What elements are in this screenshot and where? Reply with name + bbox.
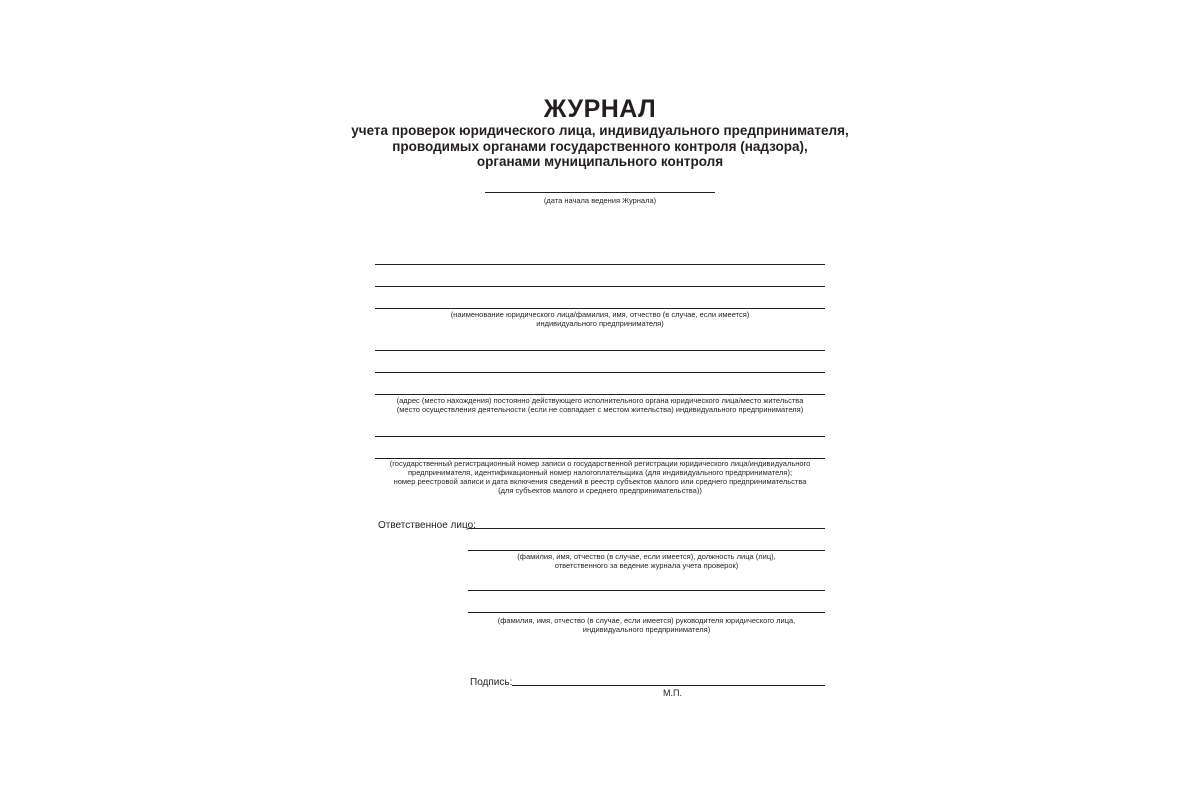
responsible-line-2[interactable] — [468, 550, 825, 551]
address-line-2[interactable] — [375, 372, 825, 373]
subtitle-line-1: учета проверок юридического лица, индивидуального предпринимателя, — [351, 123, 849, 138]
entity-name-caption-2: индивидуального предпринимателя) — [536, 319, 664, 328]
head-caption-2: индивидуального предпринимателя) — [582, 625, 711, 634]
responsible-line-1[interactable] — [468, 528, 825, 529]
responsible-label: Ответственное лицо: — [378, 520, 476, 531]
registration-caption-4: (для субъектов малого и среднего предпринимательства)) — [498, 486, 702, 495]
registration-caption-1: (государственный регистрационный номер записи о государственной регистрации юридического лица/индивидуального — [389, 459, 811, 468]
stamp-label: М.П. — [663, 688, 682, 698]
head-caption-1: (фамилия, имя, отчество (в случае, если имеется) руководителя юридического лица, — [497, 616, 796, 625]
address-caption-2: (место осуществления деятельности (если не совпадает с местом жительства) индивидуального предпринимателя) — [396, 405, 804, 414]
registration-caption-2: предпринимателя, идентификационный номер налогоплательщика (для индивидуального предпринимателя); — [407, 468, 793, 477]
entity-name-caption-1: (наименование юридического лица/фамилия, имя, отчество (в случае, если имеется) — [450, 310, 750, 319]
address-line-3[interactable] — [375, 394, 825, 395]
subtitle-line-2: проводимых органами государственного контроля (надзора), — [392, 139, 808, 154]
head-line-2[interactable] — [468, 612, 825, 613]
signature-line[interactable] — [512, 685, 825, 686]
head-line-1[interactable] — [468, 590, 825, 591]
document-title: ЖУРНАЛ — [543, 95, 657, 123]
entity-name-line-2[interactable] — [375, 286, 825, 287]
entity-name-line-1[interactable] — [375, 264, 825, 265]
registration-caption-3: номер реестровой записи и дата включения сведений в реестр субъектов малого или среднего предпринимательства — [393, 477, 807, 486]
entity-name-line-3[interactable] — [375, 308, 825, 309]
start-date-caption: (дата начала ведения Журнала) — [543, 196, 657, 205]
address-caption-1: (адрес (место нахождения) постоянно действующего исполнительного органа юридического лица/место жительства — [396, 396, 804, 405]
registration-line-1[interactable] — [375, 436, 825, 437]
address-line-1[interactable] — [375, 350, 825, 351]
responsible-caption-1: (фамилия, имя, отчество (в случае, если имеется), должность лица (лиц), — [517, 552, 776, 561]
subtitle-line-3: органами муниципального контроля — [476, 154, 724, 169]
responsible-caption-2: ответственного за ведение журнала учета проверок) — [554, 561, 739, 570]
start-date-field[interactable] — [485, 192, 715, 193]
signature-label: Подпись: — [470, 677, 513, 688]
